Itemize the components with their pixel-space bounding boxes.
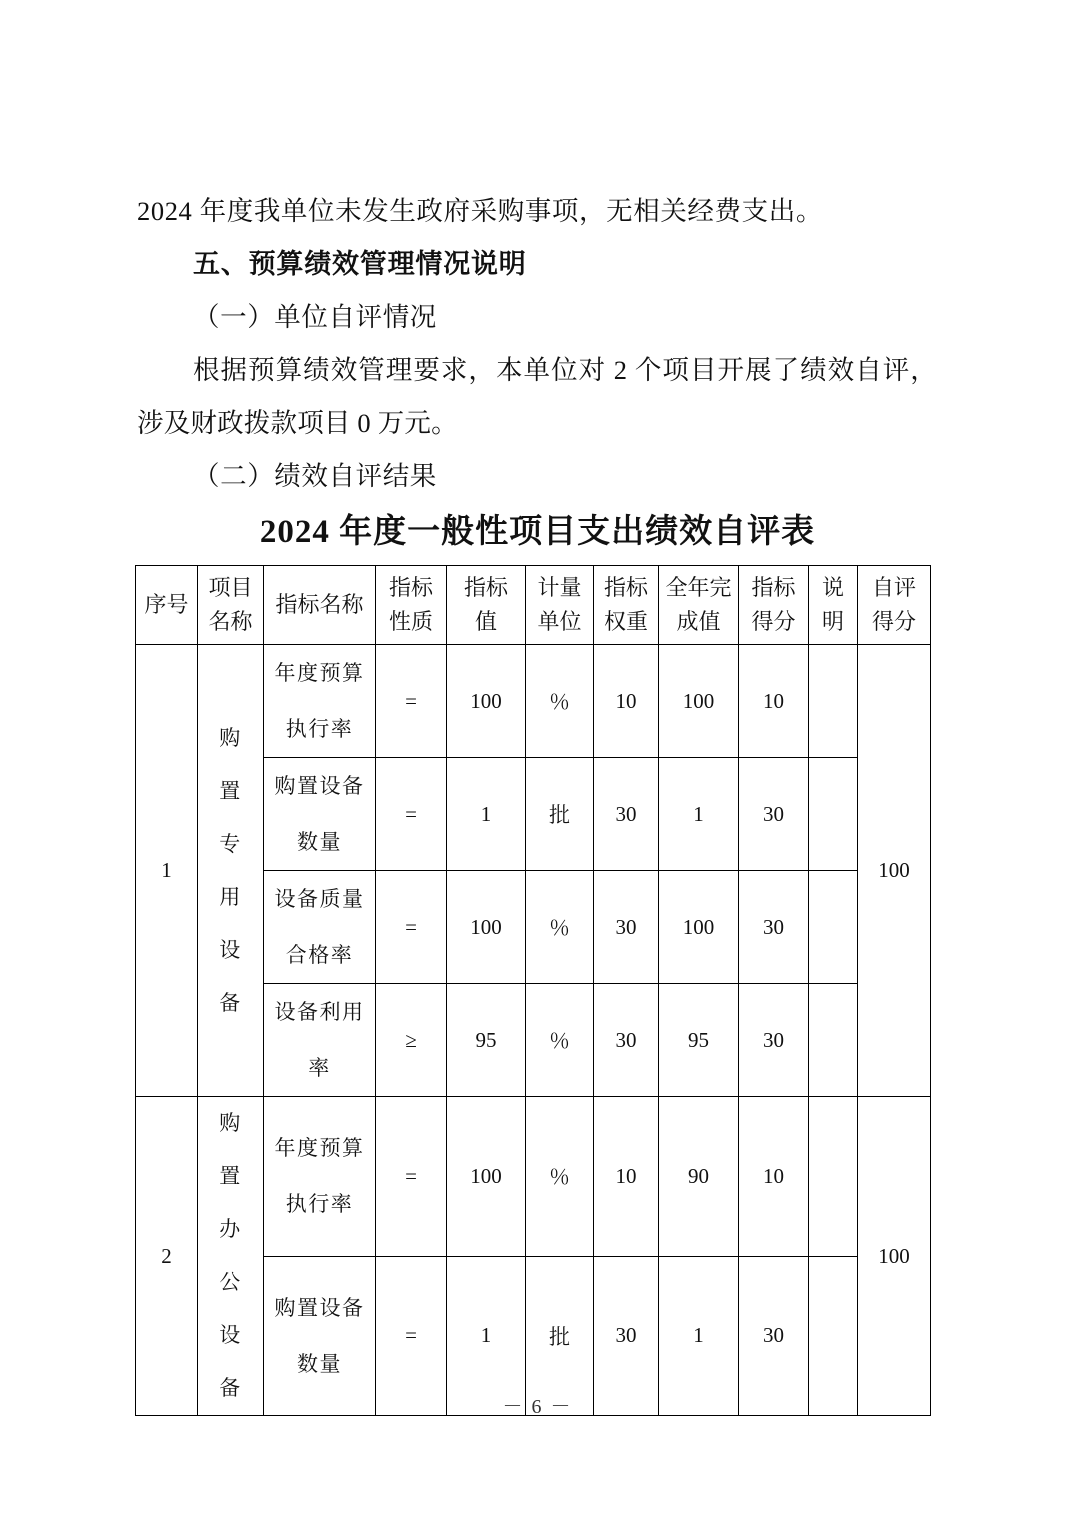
cell-self-score: 100 (858, 1097, 931, 1416)
cell-note (809, 1097, 858, 1257)
indicator-name-line: 执行率 (285, 1192, 354, 1217)
col-header-project-name (198, 566, 264, 645)
paragraph-self-evaluation: 根据预算绩效管理要求，本单位对 2 个项目开展了绩效自评，涉及财政拨款项目 0 万元。 (137, 355, 937, 438)
cell-seq: 2 (136, 1097, 198, 1416)
col-header-line: 得分 (751, 609, 796, 634)
cell-project-name (198, 1097, 264, 1416)
col-header-annual-actual (659, 566, 739, 645)
col-header-note (809, 566, 858, 645)
cell-unit: 批 (526, 1256, 594, 1416)
cell-indicator-score: 30 (739, 984, 809, 1097)
cell-indicator-value: 100 (447, 871, 526, 984)
col-header-line: 明 (821, 609, 844, 634)
cell-indicator-name (264, 1097, 376, 1257)
page-number-footer: － 6 － (502, 1396, 573, 1418)
cell-indicator-name (264, 984, 376, 1097)
table-body (136, 645, 931, 1416)
project-name-char: 备 (219, 990, 242, 1015)
col-header-line: 单位 (537, 609, 582, 634)
cell-annual-actual: 1 (659, 1256, 739, 1416)
col-header-line: 得分 (871, 609, 916, 634)
col-header-line: 值 (474, 609, 497, 634)
col-header-indicator-score (739, 566, 809, 645)
subsection-heading-one: （一）单位自评情况 (193, 302, 437, 332)
cell-indicator-nature: = (376, 1097, 447, 1257)
cell-indicator-nature: ≥ (376, 984, 447, 1097)
cell-indicator-nature: = (376, 645, 447, 758)
cell-annual-actual: 1 (659, 758, 739, 871)
cell-weight: 30 (594, 1256, 659, 1416)
cell-unit: ％ (526, 984, 594, 1097)
col-header-line: 指标 (751, 575, 796, 600)
cell-indicator-score: 10 (739, 645, 809, 758)
indicator-name-line: 年度预算 (274, 1136, 365, 1161)
indicator-name-line: 购置设备 (274, 774, 365, 798)
cell-unit: ％ (526, 871, 594, 984)
cell-weight: 30 (594, 871, 659, 984)
cell-indicator-value: 1 (447, 758, 526, 871)
cell-unit: ％ (526, 645, 594, 758)
project-name-char: 置 (219, 1164, 242, 1188)
col-header-line: 指标 (388, 575, 433, 600)
project-name-char: 备 (219, 1376, 242, 1400)
project-name-char: 设 (219, 937, 242, 962)
project-name-char: 购 (219, 725, 242, 750)
col-header-line: 指标名称 (275, 592, 364, 617)
cell-indicator-name (264, 645, 376, 758)
col-header-line: 计量 (537, 575, 582, 600)
table-header (136, 566, 931, 645)
table-title: 2024 年度一般性项目支出绩效自评表 (259, 514, 816, 550)
indicator-name-line: 数量 (297, 1351, 342, 1376)
col-header-line: 自评 (871, 575, 916, 600)
body-text-block (137, 185, 937, 503)
cell-weight: 30 (594, 984, 659, 1097)
col-header-weight (594, 566, 659, 645)
performance-evaluation-table (135, 565, 931, 1416)
project-name-char: 设 (219, 1323, 242, 1347)
cell-indicator-nature: = (376, 1256, 447, 1416)
col-header-line: 名称 (208, 609, 253, 634)
indicator-name-line: 执行率 (285, 717, 354, 741)
cell-weight: 10 (594, 645, 659, 758)
col-header-unit (526, 566, 594, 645)
col-header-indicator-name (264, 566, 376, 645)
cell-indicator-value: 100 (447, 1097, 526, 1257)
cell-indicator-score: 30 (739, 758, 809, 871)
col-header-self-score (858, 566, 931, 645)
project-name-char: 专 (219, 831, 242, 856)
col-header-line: 权重 (603, 609, 648, 634)
indicator-name-line: 设备利用 (274, 1000, 365, 1024)
cell-note (809, 984, 858, 1097)
cell-project-name (198, 645, 264, 1097)
col-header-line: 性质 (388, 609, 433, 634)
cell-indicator-score: 30 (739, 1256, 809, 1416)
cell-self-score: 100 (858, 645, 931, 1097)
project-name-char: 公 (219, 1270, 242, 1294)
table-row (136, 1097, 931, 1257)
cell-indicator-value: 1 (447, 1256, 526, 1416)
cell-indicator-name (264, 758, 376, 871)
col-header-line: 指标 (603, 575, 648, 600)
cell-indicator-name (264, 871, 376, 984)
cell-annual-actual: 100 (659, 645, 739, 758)
paragraph-procurement: 2024 年度我单位未发生政府采购事项，无相关经费支出。 (137, 196, 823, 226)
cell-seq: 1 (136, 645, 198, 1097)
cell-indicator-nature: = (376, 758, 447, 871)
cell-unit: ％ (526, 1097, 594, 1257)
col-header-line: 指标 (463, 575, 508, 600)
cell-annual-actual: 90 (659, 1097, 739, 1257)
cell-annual-actual: 100 (659, 871, 739, 984)
indicator-name-line: 购置设备 (274, 1295, 365, 1320)
col-header-line: 说 (821, 575, 844, 600)
table-row (136, 645, 931, 758)
indicator-name-line: 设备质量 (274, 887, 365, 911)
cell-annual-actual: 95 (659, 984, 739, 1097)
cell-note (809, 645, 858, 758)
col-header-indicator-nature (376, 566, 447, 645)
indicator-name-line: 率 (308, 1056, 331, 1080)
cell-weight: 30 (594, 758, 659, 871)
cell-weight: 10 (594, 1097, 659, 1257)
cell-note (809, 871, 858, 984)
cell-indicator-value: 100 (447, 645, 526, 758)
cell-indicator-score: 10 (739, 1097, 809, 1257)
table-header-row (136, 566, 931, 645)
cell-indicator-nature: = (376, 871, 447, 984)
project-name-char: 用 (219, 884, 242, 909)
indicator-name-line: 数量 (297, 830, 342, 854)
cell-note (809, 758, 858, 871)
cell-indicator-value: 95 (447, 984, 526, 1097)
subsection-heading-two: （二）绩效自评结果 (193, 461, 437, 491)
project-name-char: 办 (219, 1217, 242, 1241)
indicator-name-line: 合格率 (285, 943, 354, 967)
col-header-indicator-value (447, 566, 526, 645)
col-header-line: 项目 (208, 575, 253, 600)
col-header-seq (136, 566, 198, 645)
col-header-line: 序号 (144, 592, 189, 617)
col-header-line: 成值 (676, 609, 721, 634)
cell-indicator-score: 30 (739, 871, 809, 984)
col-header-line: 全年完 (665, 575, 732, 600)
section-heading-five: 五、预算绩效管理情况说明 (193, 249, 527, 279)
cell-unit: 批 (526, 758, 594, 871)
indicator-name-line: 年度预算 (274, 661, 365, 685)
project-name-char: 置 (219, 778, 242, 803)
project-name-char: 购 (219, 1111, 242, 1135)
